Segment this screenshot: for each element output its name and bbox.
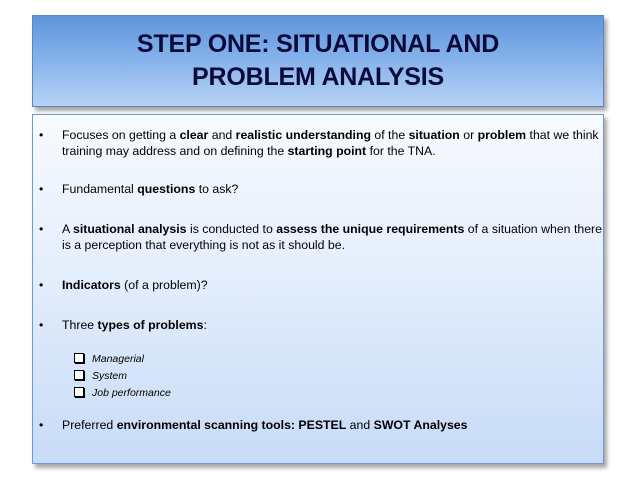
- title-box: [32, 15, 604, 107]
- problem-type-label: Managerial: [92, 353, 144, 365]
- content-box: [32, 114, 604, 464]
- bullet-marker: •: [39, 318, 44, 332]
- problem-type-item-1: [74, 352, 144, 366]
- checkbox-bullet-icon: [74, 353, 84, 363]
- bullet-marker: •: [39, 278, 44, 292]
- bullet-text: A situational analysis is conducted to assess the unique requirements of a situation when there is a perception that everything is not as it should be.: [62, 222, 602, 252]
- bullet-text: Preferred environmental scanning tools: PESTEL and SWOT Analyses: [62, 418, 468, 432]
- bullet-marker: •: [39, 182, 44, 196]
- problem-type-label: System: [92, 370, 128, 382]
- checkbox-bullet-icon: [74, 387, 84, 397]
- bullet-text: Fundamental questions to ask?: [62, 182, 239, 196]
- bullet-marker: •: [39, 222, 44, 236]
- bullet-text: Three types of problems:: [62, 318, 207, 332]
- slide-title: STEP ONE: SITUATIONAL AND PROBLEM ANALYSIS: [136, 30, 500, 91]
- bullet-text: Indicators (of a problem)?: [62, 278, 208, 292]
- bullet-marker: •: [39, 418, 44, 432]
- problem-type-item-3: [74, 386, 171, 400]
- bullet-text: Focuses on getting a clear and realistic understanding of the situation or problem that we think training may address and on defining the starting point for the TNA.: [62, 128, 599, 158]
- bullet-marker: •: [39, 128, 44, 142]
- problem-type-item-2: [74, 369, 127, 383]
- problem-type-label: Job performance: [92, 387, 171, 399]
- checkbox-bullet-icon: [74, 370, 84, 380]
